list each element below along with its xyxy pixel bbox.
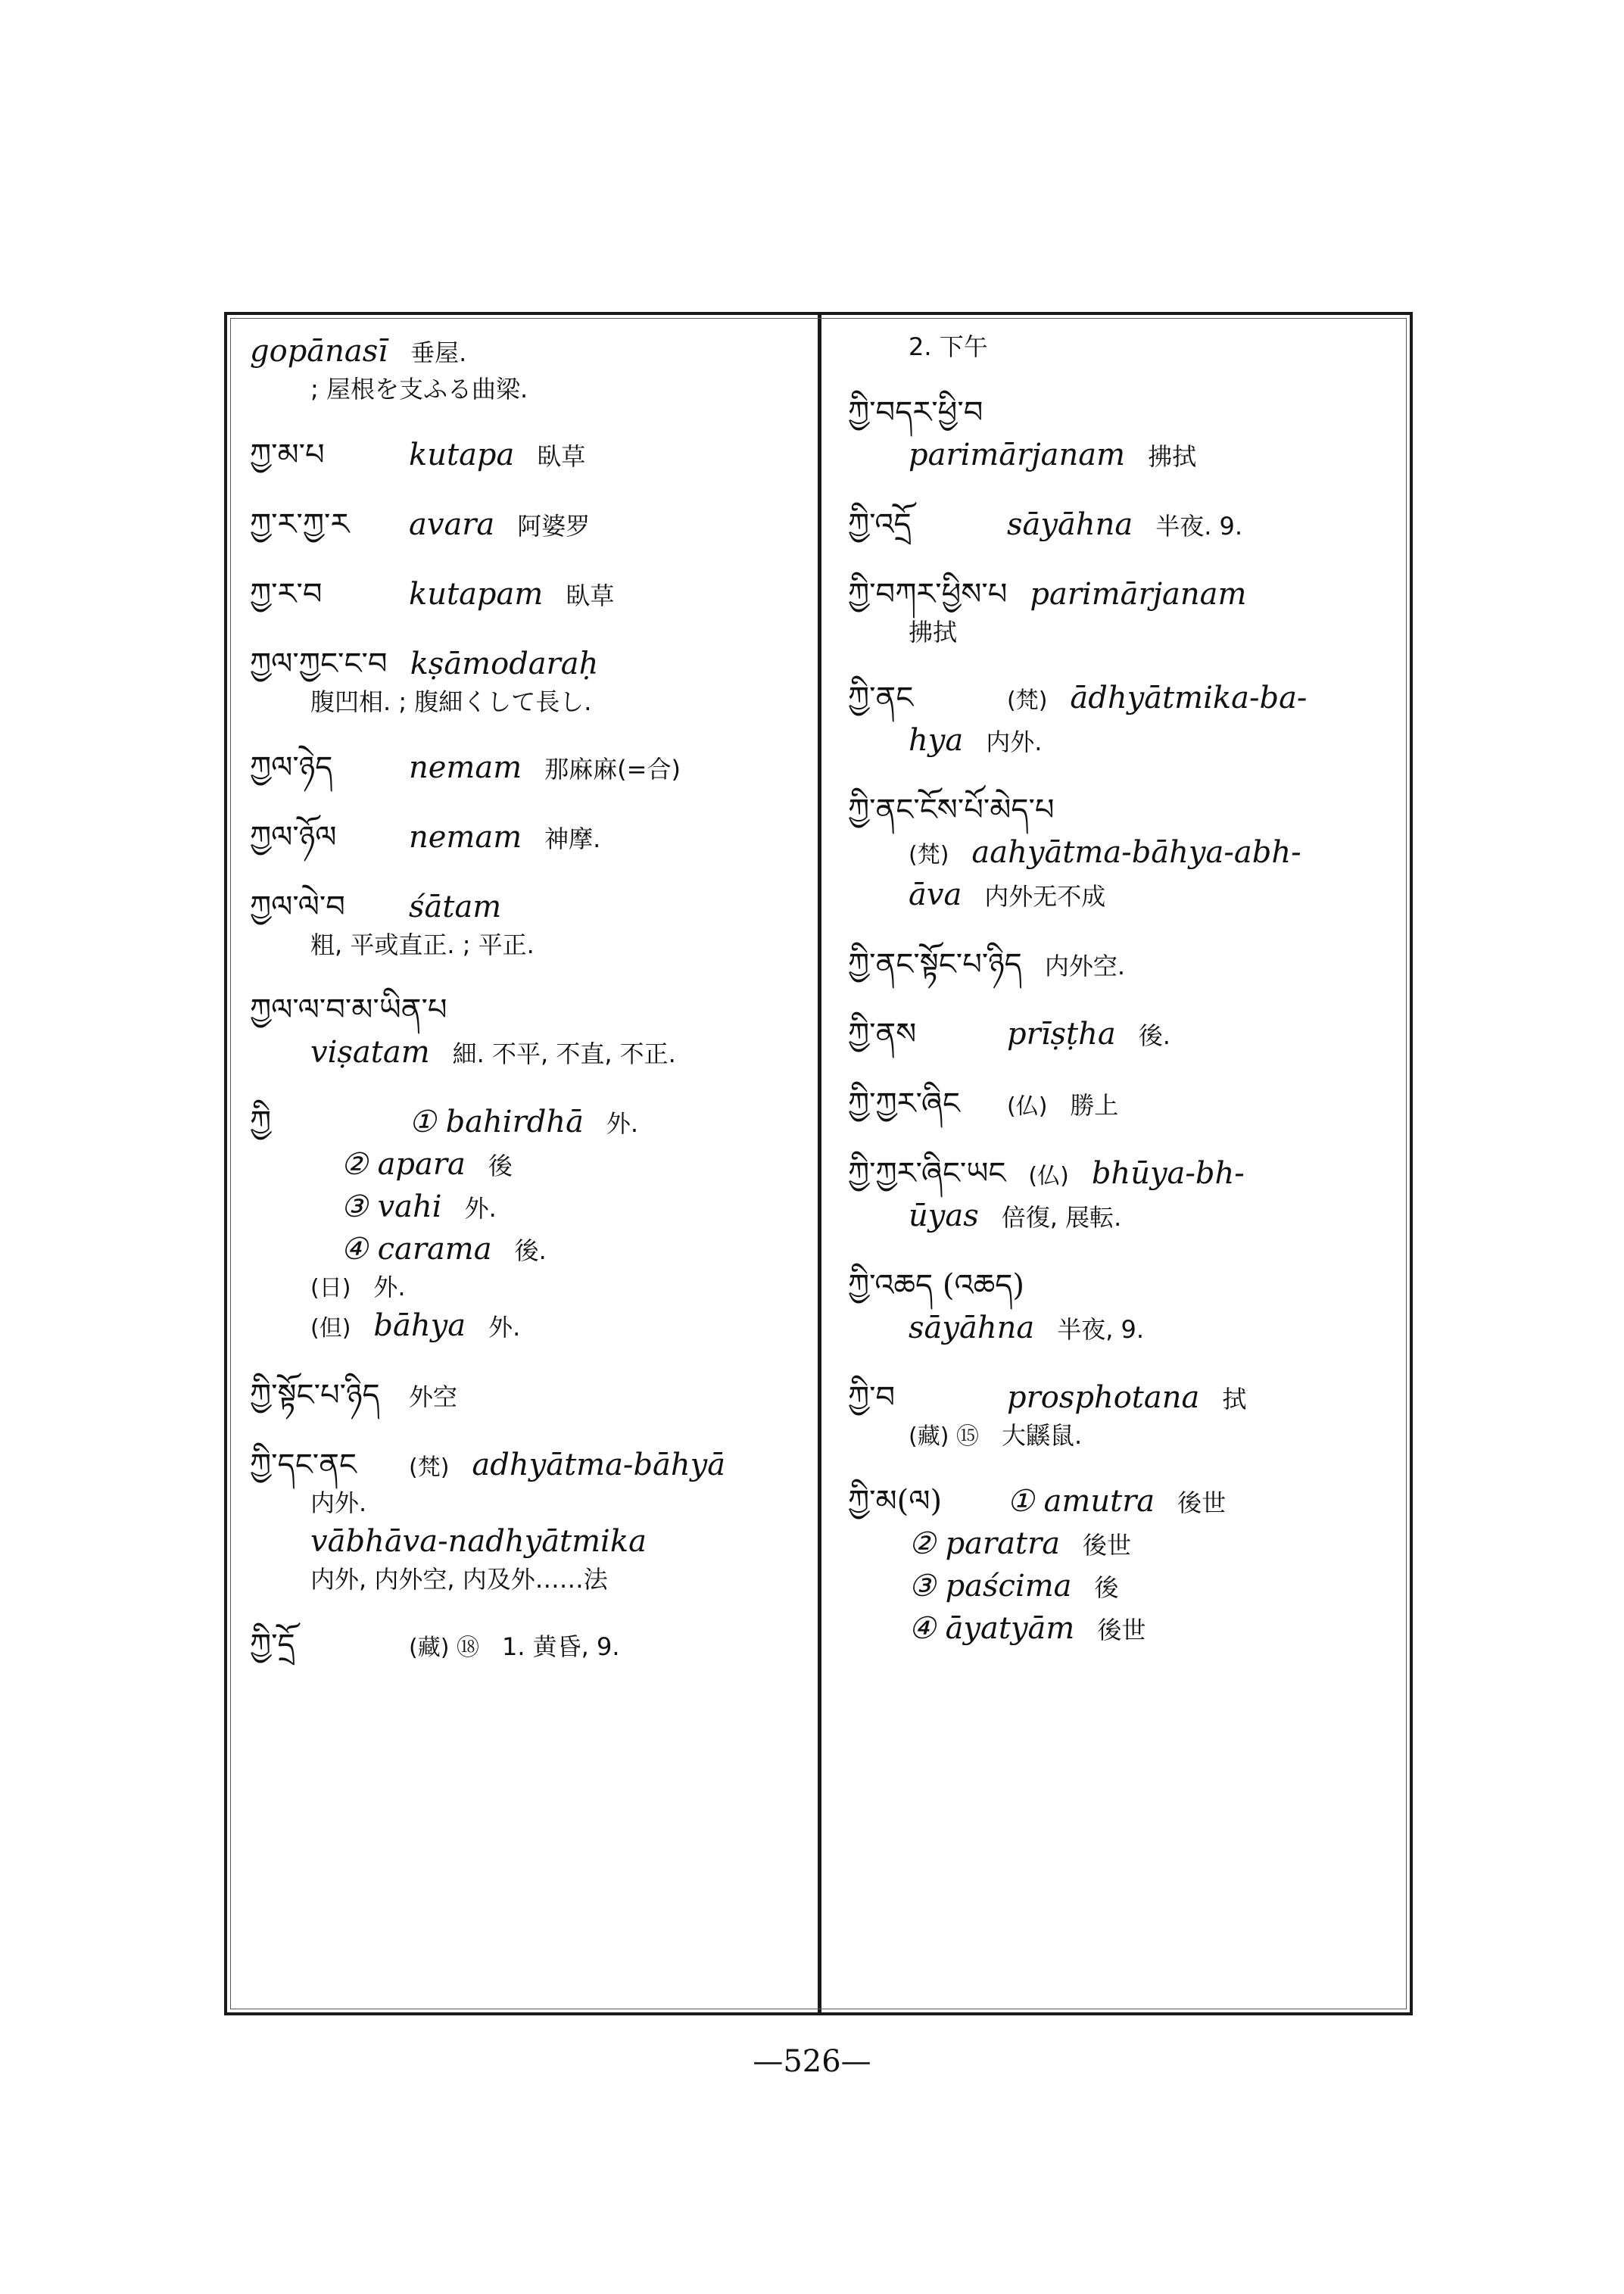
left-column (250, 330, 780, 1694)
tibetan-headword: ཀྱ་ར་ཀྱ་ར (250, 506, 350, 542)
japanese-gloss: 勝上 (1070, 1090, 1119, 1120)
japanese-gloss: 阿婆罗 (517, 511, 591, 541)
entry-line (848, 616, 1378, 650)
source-tag: (仏) (1028, 1162, 1069, 1189)
dictionary-entry (848, 1376, 1378, 1453)
tibetan-headword: ཀྱལ་ཀྱང་ང་བ (250, 646, 388, 681)
tibetan-headword: ཀྱི་དང་ནང (250, 1448, 357, 1483)
sanskrit-term: gopānasī (250, 334, 388, 369)
japanese-gloss: 外. (464, 1194, 497, 1223)
entry-line (848, 391, 1378, 434)
japanese-gloss: 内外. (986, 727, 1043, 756)
sanskrit-term: viṣatam (310, 1035, 430, 1071)
japanese-gloss: 内外. (310, 1488, 367, 1518)
sanskrit-term: aahyātma-bāhya-abh- (971, 834, 1301, 870)
entry-line (848, 1419, 1378, 1453)
entry-line (250, 746, 780, 789)
sanskrit-term: ④ carama (341, 1232, 492, 1267)
entry-line (848, 1607, 1378, 1650)
tibetan-headword: ཀྱལ་ཉོལ (250, 819, 337, 855)
tibetan-headword: ཀྱི་ཀྱར་ཞིང (848, 1086, 960, 1121)
source-tag: (梵) (909, 841, 949, 868)
dictionary-entry (250, 434, 780, 476)
tibetan-headword: ཀྱལ་ལ་བ་མ་ཡིན་པ (250, 993, 447, 1028)
sanskrit-term: āva (909, 877, 962, 912)
japanese-gloss: 2. 下午 (909, 332, 988, 361)
tibetan-headword: ཀྱི་ནང་སྟོང་པ་ཉིད (848, 946, 1022, 982)
column-divider (818, 315, 821, 2012)
sanskrit-term: ādhyātmika-ba- (1070, 680, 1308, 715)
entry-line (848, 1264, 1378, 1307)
japanese-gloss: 臥草 (537, 441, 586, 471)
tibetan-headword: ཀྱི་དྲོ (250, 1627, 295, 1663)
japanese-gloss: 後 (488, 1152, 513, 1181)
japanese-gloss: 外. (606, 1109, 639, 1139)
entry-line (848, 1480, 1378, 1523)
entry-line (250, 1304, 780, 1347)
entry-line (848, 1307, 1378, 1349)
tibetan-headword: ཀྱི (250, 1105, 272, 1140)
entry-line (250, 1486, 780, 1520)
sanskrit-term: bhūya-bh- (1091, 1155, 1245, 1191)
tibetan-headword: ཀྱི་བདར་ཕྱི་བ (848, 394, 983, 430)
japanese-gloss: 外. (373, 1273, 406, 1302)
japanese-gloss: 垂屋. (410, 338, 467, 367)
sanskrit-term: nemam (409, 819, 522, 855)
japanese-gloss: 那麻麻(=合) (544, 754, 681, 784)
japanese-gloss: 拂拭 (909, 617, 958, 647)
japanese-gloss: 1. 黄昏, 9. (501, 1632, 620, 1661)
source-tag: (梵) (1007, 687, 1048, 714)
japanese-gloss: 拂拭 (1148, 441, 1197, 471)
entry-line (250, 928, 780, 962)
japanese-gloss: 細. 不平, 不直, 不正. (452, 1039, 676, 1069)
dictionary-entry (848, 1152, 1378, 1237)
entry-line (848, 789, 1378, 831)
tibetan-headword: ཀྱི་འཆད (འཆད) (848, 1267, 1024, 1303)
sanskrit-term: ③ paścima (909, 1568, 1072, 1604)
sanskrit-term: vābhāva-nadhyātmika (310, 1524, 647, 1560)
tibetan-headword: ཀྱི་བ (848, 1379, 896, 1415)
entry-line (250, 330, 780, 372)
tibetan-headword: ཀྱི་ནས (848, 1016, 917, 1052)
entry-line (250, 1563, 780, 1597)
dictionary-entry (250, 643, 780, 719)
sanskrit-term: śātam (409, 889, 502, 924)
sanskrit-term: ūyas (909, 1198, 979, 1233)
tibetan-headword: ཀྱལ་ལེ་བ (250, 889, 345, 924)
tibetan-headword: ཀྱི་ཀྱར་ཞིང་ཡང (848, 1155, 1006, 1191)
entry-line (848, 434, 1378, 476)
entry-line (250, 1624, 780, 1666)
source-tag: (但) (310, 1315, 351, 1342)
entry-line (848, 573, 1378, 616)
dictionary-entry (250, 746, 780, 789)
entry-line (250, 1228, 780, 1270)
page-frame (224, 312, 1413, 2015)
japanese-gloss: 後 (1094, 1572, 1119, 1602)
entry-line (250, 1186, 780, 1228)
entry-line (250, 886, 780, 928)
tibetan-headword: ཀྱི་བཀར་ཕྱིས་པ (848, 576, 1008, 612)
sanskrit-term: ③ vahi (341, 1189, 442, 1225)
dictionary-entry (848, 1264, 1378, 1349)
tibetan-headword: ཀྱི་འདྲོ (848, 506, 912, 542)
sanskrit-term: nemam (409, 750, 522, 785)
japanese-gloss: 倍復, 展転. (1001, 1202, 1122, 1232)
entry-line (848, 1083, 1378, 1125)
japanese-gloss: 後. (1138, 1021, 1170, 1050)
japanese-gloss: 臥草 (566, 581, 615, 610)
entry-line (848, 1523, 1378, 1565)
japanese-gloss: 外空 (409, 1382, 458, 1412)
sanskrit-term: avara (409, 506, 495, 542)
japanese-gloss: 拭 (1222, 1384, 1247, 1413)
dictionary-entry (250, 573, 780, 616)
entry-line (250, 573, 780, 616)
source-tag: (藏) ⑮ (909, 1423, 979, 1450)
japanese-gloss: 半夜. 9. (1155, 511, 1243, 541)
japanese-gloss: ; 屋根を支ふる曲梁. (310, 375, 528, 404)
dictionary-entry (848, 1083, 1378, 1125)
sanskrit-term: ② paratra (909, 1526, 1061, 1561)
dictionary-entry (250, 1444, 780, 1597)
sanskrit-term: adhyātma-bāhyā (472, 1448, 726, 1483)
japanese-gloss: 後. (514, 1236, 547, 1266)
entry-line (250, 685, 780, 719)
japanese-gloss: 腹凹相. ; 腹細くして長し. (310, 687, 592, 716)
japanese-gloss: 内外无不成 (984, 881, 1106, 911)
dictionary-entry (848, 1013, 1378, 1055)
sanskrit-term: kutapam (409, 576, 544, 612)
sanskrit-term: prīṣṭha (1007, 1016, 1116, 1052)
entry-line (250, 503, 780, 546)
entry-line (250, 434, 780, 476)
sanskrit-term: ① amutra (1007, 1483, 1155, 1519)
entry-line (848, 503, 1378, 546)
tibetan-headword: ཀྱ་མ་པ (250, 437, 325, 472)
entry-line (848, 1013, 1378, 1055)
sanskrit-term: ② apara (341, 1147, 466, 1183)
dictionary-entry (250, 1624, 780, 1666)
entry-line (848, 1376, 1378, 1419)
entry-line (250, 1520, 780, 1563)
source-tag: (梵) (409, 1454, 450, 1482)
entry-line (848, 1195, 1378, 1237)
source-tag: (藏) ⑱ (409, 1634, 479, 1661)
japanese-gloss: 後世 (1083, 1530, 1132, 1560)
sanskrit-term: bāhya (373, 1308, 466, 1344)
entry-line (848, 1565, 1378, 1607)
sanskrit-term: sāyāhna (909, 1310, 1035, 1345)
entry-line (250, 1031, 780, 1074)
dictionary-entry (250, 330, 780, 407)
entry-line (250, 816, 780, 859)
entry-line (250, 372, 780, 407)
dictionary-entry (250, 1101, 780, 1347)
dictionary-entry (250, 503, 780, 546)
right-column (848, 330, 1378, 1677)
source-tag: (日) (310, 1275, 351, 1302)
dictionary-entry (848, 677, 1378, 762)
entry-line (848, 831, 1378, 874)
japanese-gloss: 大鼷鼠. (1001, 1420, 1083, 1450)
tibetan-headword: ཀྱི་ནང (848, 680, 914, 715)
tibetan-headword: ཀྱི་སྟོང་པ་ཉིད (250, 1378, 380, 1413)
sanskrit-term: prosphotana (1007, 1379, 1200, 1415)
sanskrit-term: kṣāmodaraḥ (410, 646, 599, 681)
tibetan-headword: ཀྱ་ར་བ (250, 576, 323, 612)
dictionary-entry (250, 989, 780, 1074)
entry-line (848, 719, 1378, 762)
japanese-gloss: 外. (488, 1313, 521, 1342)
entry-line (250, 643, 780, 685)
dictionary-entry (848, 943, 1378, 986)
japanese-gloss: 後世 (1097, 1615, 1146, 1644)
entry-line (250, 1143, 780, 1186)
entry-line (250, 989, 780, 1031)
entry-line (848, 943, 1378, 986)
tibetan-headword: ཀྱི་མ(ལ) (848, 1483, 943, 1519)
japanese-gloss: 粗, 平或直正. ; 平正. (310, 930, 535, 959)
page-number: —526— (753, 2044, 871, 2079)
sanskrit-term: hya (909, 722, 964, 758)
entry-line (848, 330, 1378, 364)
sanskrit-term: sāyāhna (1007, 506, 1133, 542)
dictionary-entry (250, 1374, 780, 1417)
dictionary-entry (848, 330, 1378, 364)
entry-line (848, 1152, 1378, 1195)
sanskrit-term: parimārjanam (909, 437, 1126, 472)
japanese-gloss: 内外, 内外空, 内及外……法 (310, 1565, 608, 1594)
sanskrit-term: parimārjanam (1030, 576, 1247, 612)
entry-line (250, 1374, 780, 1417)
source-tag: (仏) (1007, 1092, 1048, 1120)
japanese-gloss: 半夜, 9. (1057, 1314, 1145, 1344)
dictionary-entry (250, 886, 780, 962)
dictionary-entry (848, 503, 1378, 546)
entry-line (848, 677, 1378, 719)
tibetan-headword: ཀྱི་ནང་ངོས་པོ་མེད་པ (848, 792, 1055, 828)
entry-line (250, 1270, 780, 1304)
dictionary-entry (848, 573, 1378, 650)
japanese-gloss: 神摩. (544, 824, 601, 853)
entry-line (848, 874, 1378, 916)
sanskrit-term: kutapa (409, 437, 515, 472)
tibetan-headword: ཀྱལ་ཉེད (250, 750, 333, 785)
japanese-gloss: 後世 (1177, 1488, 1227, 1517)
entry-line (250, 1101, 780, 1143)
dictionary-entry (848, 391, 1378, 476)
dictionary-entry (848, 1480, 1378, 1650)
sanskrit-term: ① bahirdhā (409, 1105, 584, 1140)
dictionary-entry (250, 816, 780, 859)
japanese-gloss: 内外空. (1044, 951, 1125, 980)
sanskrit-term: ④ āyatyām (909, 1610, 1075, 1646)
dictionary-entry (848, 789, 1378, 916)
entry-line (250, 1444, 780, 1486)
